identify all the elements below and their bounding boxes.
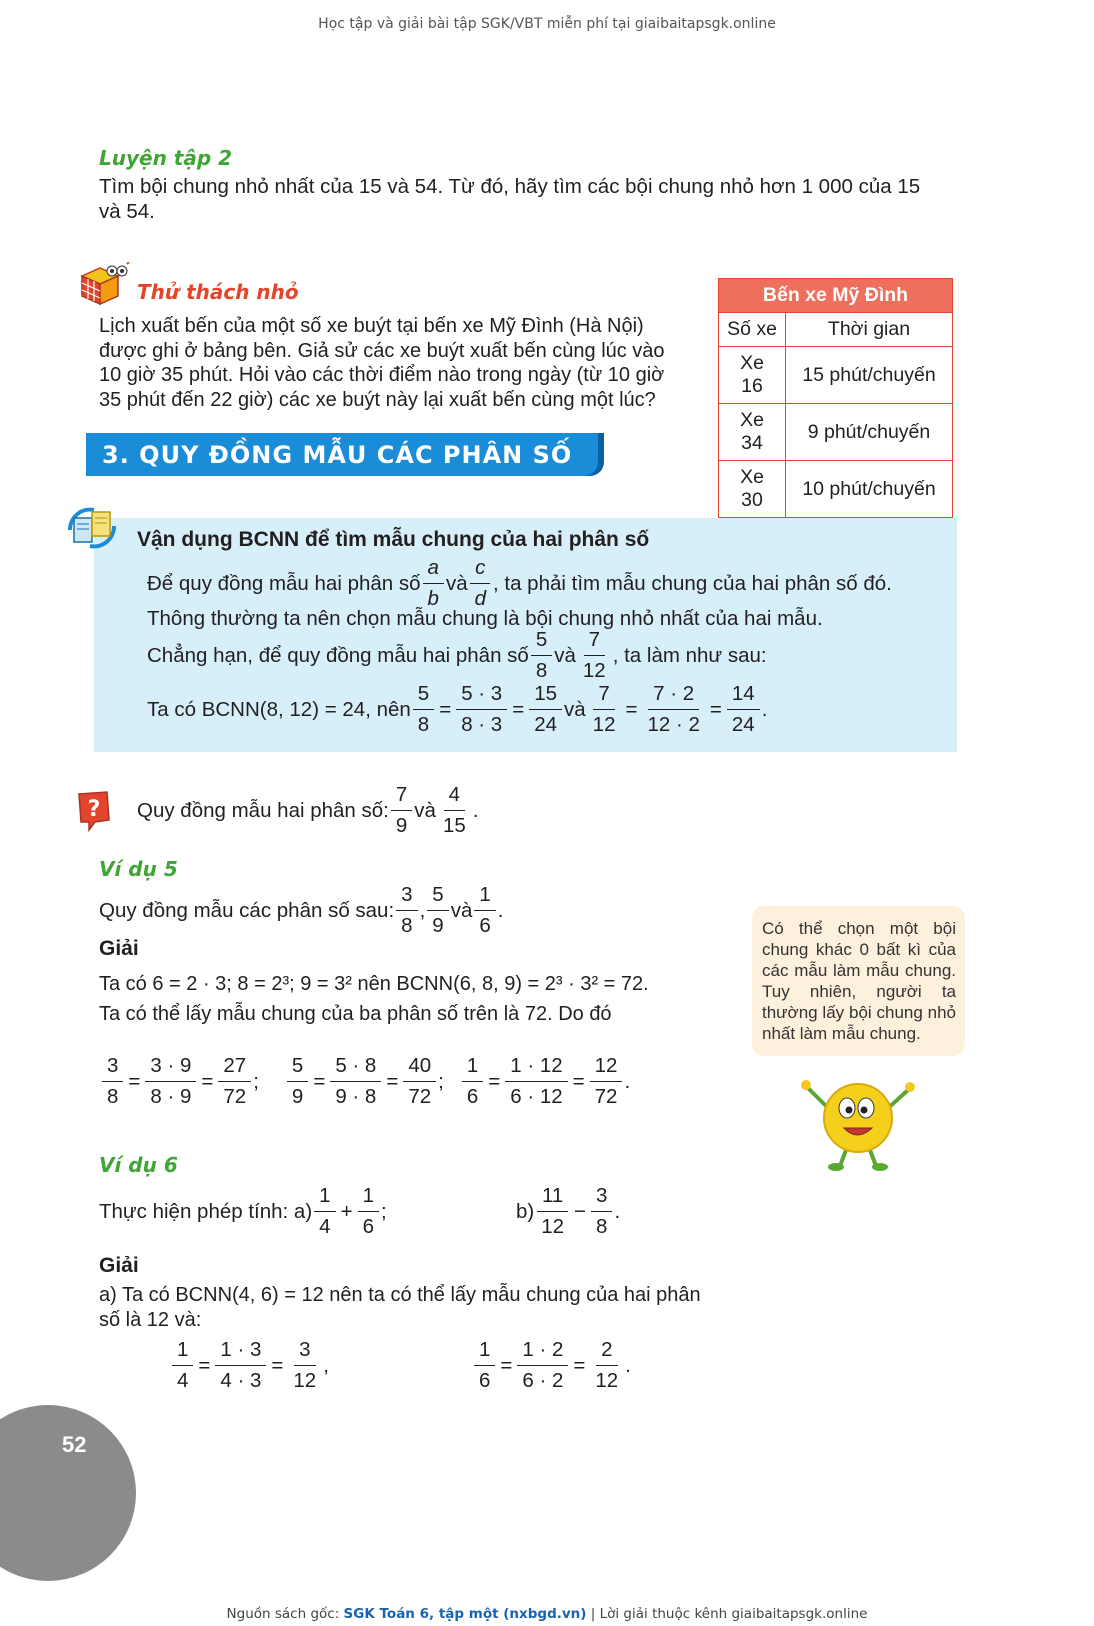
thu-thach-line: 10 giờ 35 phút. Hỏi vào các thời điểm nào trong ngày (từ 10 giờ [99,364,665,386]
vd5-prompt: Quy đồng mẫu các phân số sau: $\frac{3}{8}$ , $\frac{5}{9}$ và $\frac{1}{6}$ . [99,883,504,937]
fraction: $\frac{3}{8}$ [591,1186,612,1237]
fraction: $\frac{15}{24}$ [529,684,562,735]
fraction: $\frac{1}{6}$ [474,1340,495,1391]
vd5-title: Ví dụ 5 [99,857,178,881]
vd6-line1: a) Ta có BCNN(4, 6) = 12 nên ta có thể lấy mẫu chung của hai phân [99,1284,701,1306]
fraction: $\frac{3 \cdot 9}{8 \cdot 9}$ [145,1056,196,1107]
thu-thach-line: được ghi ở bảng bên. Giả sử các xe buýt xuất bến cùng lúc vào [99,339,665,362]
fraction: $\frac{1}{4}$ [314,1186,335,1237]
fraction: $\frac{5}{8}$ [531,630,552,681]
fraction: $\frac{5}{9}$ [427,885,448,936]
vd5-solution [99,972,739,1027]
text: và [564,697,586,721]
vd6-prompt-a: Thực hiện phép tính: a) $\frac{1}{4}$ + $\frac{1}{6}$ ; [99,1184,387,1238]
table-cell: Xe 34 [719,404,786,461]
footer-suffix: | Lời giải thuộc kênh giaibaitapsgk.online [590,1606,868,1622]
fraction: $\frac{5 \cdot 8}{9 \cdot 8}$ [330,1056,381,1107]
text: , ta làm như sau: [612,643,767,667]
question-icon [73,790,113,832]
fraction: $\frac{1}{4}$ [172,1340,193,1391]
text: Ta có BCNN(8, 12) = 24, nên [147,697,411,721]
table-cell: Xe 30 [719,461,786,518]
fraction: $\frac{7}{12}$ [582,628,606,682]
vd5-giai: Giải [99,937,139,960]
table-cell: 15 phút/chuyến [786,347,953,404]
fraction: $\frac{5}{8}$ [413,684,434,735]
footer-prefix: Nguồn sách gốc: [226,1606,340,1622]
fraction-a-b: $\frac{a}{b}$ [423,558,444,609]
fraction: $\frac{1 \cdot 12}{6 \cdot 12}$ [505,1056,567,1107]
table-cell: 9 phút/chuyến [786,404,953,461]
vd5-line1: Ta có 6 = 2 · 3; 8 = 2³; 9 = 3² nên BCNN(6, 8, 9) = 2³ · 3² = 72. [99,973,649,995]
footer-source-link[interactable]: SGK Toán 6, tập một (nxbgd.vn) [343,1606,587,1622]
knowledge-line1 [147,558,892,609]
vd5-line2: Ta có thể lấy mẫu chung của ba phân số trên là 72. Do đó [99,1003,612,1025]
bus-schedule-table [718,278,953,518]
table-title: Bến xe Mỹ Đình [719,279,953,313]
fraction: $\frac{3}{12}$ [293,1338,317,1392]
text: và [450,898,473,922]
fraction: $\frac{5}{9}$ [287,1056,308,1107]
fraction: $\frac{5 \cdot 3}{8 \cdot 3}$ [456,684,507,735]
question-line: Quy đồng mẫu hai phân số: $\frac{7}{9}$ và $\frac{4}{15}$ . [137,783,479,837]
fraction: $\frac{2}{12}$ [595,1338,619,1392]
table-header: Số xe [719,313,786,347]
vd6-giai: Giải [99,1254,139,1277]
text: và [414,798,436,822]
page-footer [0,1606,1094,1622]
vd6-eq-b: $\frac{1}{6}$ = $\frac{1 \cdot 2}{6 \cdot 2}$ = $\frac{2}{12}$ . [472,1340,631,1391]
thu-thach-title: Thử thách nhỏ [137,280,299,304]
vd6-eq-a: $\frac{1}{4}$ = $\frac{1 \cdot 3}{4 \cdot 3}$ = $\frac{3}{12}$ , [170,1340,329,1391]
luyen-tap-text [99,174,969,224]
fraction: $\frac{3}{8}$ [102,1056,123,1107]
tip-note [752,906,965,1056]
fraction: $\frac{12}{72}$ [590,1056,623,1107]
vd6-solution [99,1283,749,1333]
svg-text:?: ? [87,797,101,822]
luyen-tap-line1: Tìm bội chung nhỏ nhất của 15 và 54. Từ đó, hãy tìm các bội chung nhỏ hơn 1 000 của 15 [99,175,921,198]
text: và [554,643,576,667]
fraction: $\frac{3}{8}$ [396,885,417,936]
section-title: 3. QUY ĐỒNG MẪU CÁC PHÂN SỐ [102,441,573,469]
fraction: $\frac{1}{6}$ [358,1186,379,1237]
luyen-tap-title: Luyện tập 2 [99,146,233,170]
table-row [719,404,953,461]
vd6-title: Ví dụ 6 [99,1153,178,1177]
page-header: Học tập và giải bài tập SGK/VBT miễn phí tại giaibaitapsgk.online [318,16,776,32]
table-row [719,347,953,404]
text: , ta phải tìm mẫu chung của hai phân số đó. [493,571,892,595]
fraction: $\frac{1}{6}$ [474,885,495,936]
thu-thach-text [99,314,699,412]
page-number: 52 [62,1432,87,1457]
fraction: $\frac{1 \cdot 2}{6 \cdot 2}$ [517,1340,568,1391]
knowledge-line2: Thông thường ta nên chọn mẫu chung là bội chung nhỏ nhất của hai mẫu. [147,607,823,630]
vd6-prompt-b: b) $\frac{11}{12}$ − $\frac{3}{8}$ . [516,1184,621,1238]
fraction: $\frac{11}{12}$ [536,1186,569,1237]
fraction: $\frac{1}{6}$ [462,1056,483,1107]
luyen-tap-line2: và 54. [99,200,155,223]
text: Để quy đồng mẫu hai phân số [147,571,421,595]
fraction: $\frac{7 \cdot 2}{12 \cdot 2}$ [647,682,700,736]
table-cell: 10 phút/chuyến [786,461,953,518]
knowledge-line4: Ta có BCNN(8, 12) = 24, nên $\frac{5}{8}$ = $\frac{5 \cdot 3}{8 \cdot 3}$ = $\frac{15}{24}$ và $\frac{7}{12}$ = $\frac{7 \cdot 2}{12 \cdot 2}$ = $\frac{14}{24}$ . [147,682,768,736]
fraction: $\frac{7}{9}$ [391,785,412,836]
fraction: $\frac{40}{72}$ [403,1056,436,1107]
fraction: $\frac{27}{72}$ [218,1056,251,1107]
knowledge-line3 [147,630,767,681]
text: Thực hiện phép tính: a) [99,1199,313,1223]
table-header: Thời gian [786,313,953,347]
text: b) [516,1199,535,1223]
mascot-icon [800,1070,916,1174]
thu-thach-line: Lịch xuất bến của một số xe buýt tại bến xe Mỹ Đình (Hà Nội) [99,315,644,337]
knowledge-title: Vận dụng BCNN để tìm mẫu chung của hai phân số [137,528,650,551]
tip-text: Có thể chọn một bội chung khác 0 bất kì của các mẫu làm mẫu chung. Tuy nhiên, người ta thường lấy bội chung nhỏ nhất làm mẫu chung. [762,919,956,1043]
vd5-equations: $\frac{3}{8}$ = $\frac{3 \cdot 9}{8 \cdot 9}$ = $\frac{27}{72}$ ; $\frac{5}{9}$ = $\frac{5 \cdot 8}{9 \cdot 8}$ = $\frac{40}{72}$ ; $\frac{1}{6}$ = $\frac{1 \cdot 12}{6 \cdot 12}$ = $\frac{12}{72}$ . [100,1056,630,1107]
rubik-cube-icon [78,262,130,306]
fraction: $\frac{14}{24}$ [727,684,760,735]
fraction: $\frac{4}{15}$ [442,783,466,837]
section-banner [86,433,598,476]
text: và [445,571,468,595]
fraction: $\frac{1 \cdot 3}{4 \cdot 3}$ [215,1340,266,1391]
vd6-line2: số là 12 và: [99,1309,202,1331]
notebook-icon [64,504,120,552]
fraction-c-d: $\frac{c}{d}$ [470,558,491,609]
thu-thach-line: 35 phút đến 22 giờ) các xe buýt này lại xuất bến cùng một lúc? [99,388,656,411]
text: Quy đồng mẫu các phân số sau: [99,898,395,922]
text: Chẳng hạn, để quy đồng mẫu hai phân số [147,643,529,667]
table-cell: Xe 16 [719,347,786,404]
text: Quy đồng mẫu hai phân số: [137,798,389,822]
table-row [719,461,953,518]
fraction: $\frac{7}{12}$ [592,682,616,736]
